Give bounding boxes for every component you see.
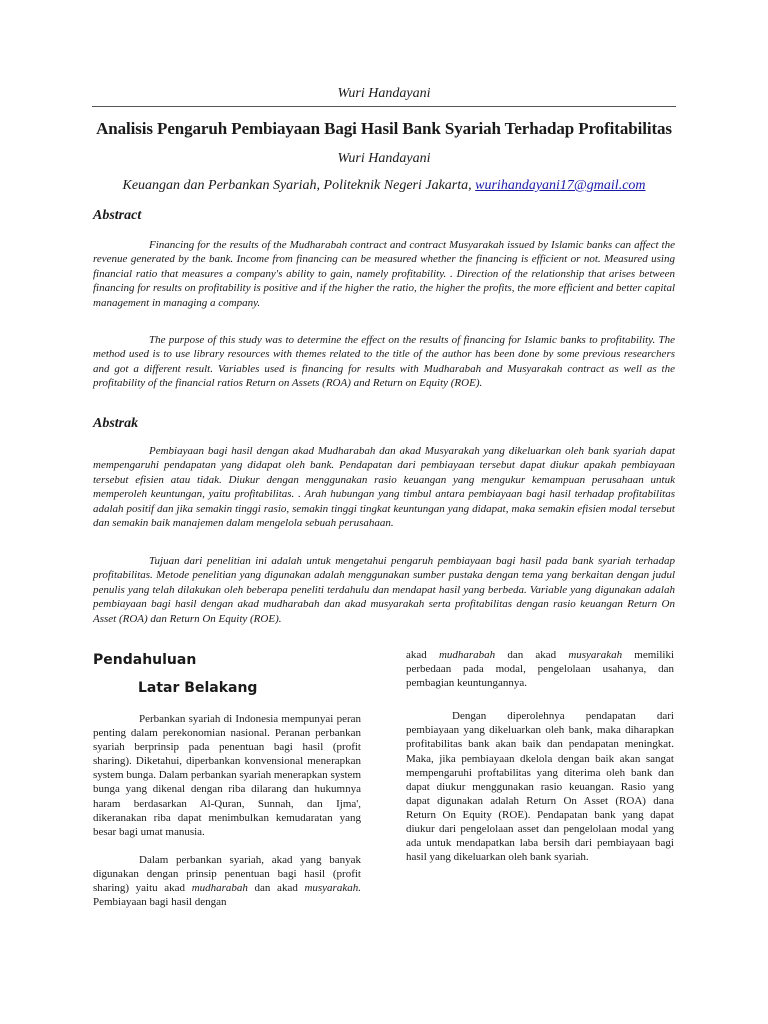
abstract-paragraph-1: Financing for the results of the Mudharabah contract and contract Musyarakah issued by Islamic banks can affect the revenue generated by the bank. Income from financing can be measured whether the financing is efficient or not. Measured using financial ratio that measures a company's ability to gain, namely profitability. . Direction of the relationship that arises between financing for results on profitability is positive and if the higher the ratio, the higher the profits, the more efficient and better capital management in managing a company.	[93, 239, 675, 309]
abstract-paragraph-2: The purpose of this study was to determine the effect on the results of financing for Islamic banks to profitability. The method used is to use library resources with themes related to the title of the author has been done by some previous researchers and got a different result. Variables used is financing for results with Mudharabah and Musyarakah contract as well as the profitability of the financial ratios Return on Assets (ROA) and Return on Equity (ROE).	[93, 334, 675, 390]
right-p1-musyarakah: musyarakah	[568, 649, 623, 661]
abstract-heading: Abstract	[93, 208, 142, 223]
left-p2-text-c: Pembiayaan bagi hasil dengan	[93, 896, 227, 909]
right-paragraph-1	[406, 648, 674, 690]
right-p1-text-c: memiliki perbedaan pada modal, pengelolaan usahanya, dan pembagian keuntungannya.	[406, 649, 674, 690]
right-p1-mudharabah: mudharabah	[438, 649, 496, 661]
email-link[interactable]: wurihandayani17@gmail.com	[475, 178, 646, 193]
left-paragraph-1: Perbankan syariah di Indonesia mempunyai peran penting dalam perekonomian nasional. Peranan perbankan syariah berprinsip pada penentuan bagi hasil (profit sharing). Diketahui, diperbankan konvensional menerapkan system bunga. Dalam perbankan syariah menerapkan system bunga yang dikenal dengan riba dilarang dan hukumnya haram berdasarkan Al-Quran, Sunnah, dan Ijma', dikeranakan riba dapat menimbulkan kemudaratan yang besar bagi umat manusia.	[93, 713, 361, 838]
right-column	[406, 648, 674, 864]
left-p2-musyarakah: musyarakah.	[304, 882, 361, 895]
affiliation-line	[92, 178, 676, 194]
affiliation-text: Keuangan dan Perbankan Syariah, Politeknik Negeri Jakarta,	[122, 178, 472, 193]
left-p2-text-a: Dalam perbankan syariah, akad yang banyak digunakan dengan prinsip penentuan bagi hasil (profit sharing) yaitu akad	[93, 853, 361, 895]
running-head-author: Wuri Handayani	[337, 86, 431, 101]
left-column	[93, 712, 361, 909]
abstrak-heading: Abstrak	[93, 416, 139, 431]
right-p1-text-b: dan akad	[495, 649, 569, 661]
right-p1-text-a: akad	[406, 649, 439, 661]
abstrak-paragraph-2: Tujuan dari penelitian ini adalah untuk mengetahui pengaruh pembiayaan bagi hasil pada bank syariah terhadap profitabilitas. Metode penelitian yang digunakan adalah menggunakan sumber pustaka dengan tema yang berkaitan dengan judul penulis yang telah dilakukan oleh beberapa peneliti terdahulu dan mendapat hasil yang berbeda. Variable yang digunakan adalah pembiayaan bagi hasil dengan akad mudharabah dan akad musyarakah serta profitabilitas dengan rasio keuangan Return On Asset (ROA) dan Return On Equity (ROE).	[93, 555, 675, 625]
left-p2-text-b: dan akad	[247, 882, 305, 895]
left-p2-mudharabah: mudharabah	[191, 882, 248, 895]
section-heading-pendahuluan: Pendahuluan	[93, 652, 197, 668]
paper-title: Analisis Pengaruh Pembiayaan Bagi Hasil Bank Syariah Terhadap Profitabilitas	[96, 119, 672, 138]
header-rule	[92, 106, 676, 107]
left-paragraph-2	[93, 853, 361, 909]
subsection-heading-latar-belakang: Latar Belakang	[138, 680, 258, 696]
author-name: Wuri Handayani	[337, 151, 431, 166]
right-paragraph-2: Dengan diperolehnya pendapatan dari pembiayaan yang dikeluarkan oleh bank, maka diharapkan profitabilitas bank akan baik dan pendapatan meningkat. Maka, jika pembiayaan dkelola dengan baik akan sangat mempengaruhi proftabilitas yang diterima oleh bank dan dapat diukur menggunakan rasio keuangan. Rasio yang dapat digunakan adalah Return On Asset (ROA) dana Return On Equity (ROE). Pendapatan bank yang dapat diukur dari pengelolaan asset dan pengelolaan modal yang ada untuk mendapatkan laba bersih dari pembiayaan bagi hasil yang dikeluarkan oleh bank syariah.	[406, 710, 674, 864]
abstrak-paragraph-1: Pembiayaan bagi hasil dengan akad Mudharabah dan akad Musyarakah yang dikeluarkan oleh bank syariah dapat mempengaruhi pendapatan yang didapat oleh bank. Pendapatan dari pembiayaan tersebut dapat diukur apakah pembiayaan tersebut efisien atau tidak. Diukur dengan menggunakan rasio keuangan yang mengukur kemampuan perusahaan untuk memperoleh keuntungan, yaitu profitabilitas. . Arah hubungan yang timbul antara pembiayaan bagi hasil terhadap profitabilitas adalah positif dan jika semakin tinggi rasio, semakin tinggi tingkat keuntungan yang didapat, maka semakin efisien modal tersebut dan semakin baik manajemen dalam mengelola sebuah perusahaan.	[93, 445, 675, 530]
